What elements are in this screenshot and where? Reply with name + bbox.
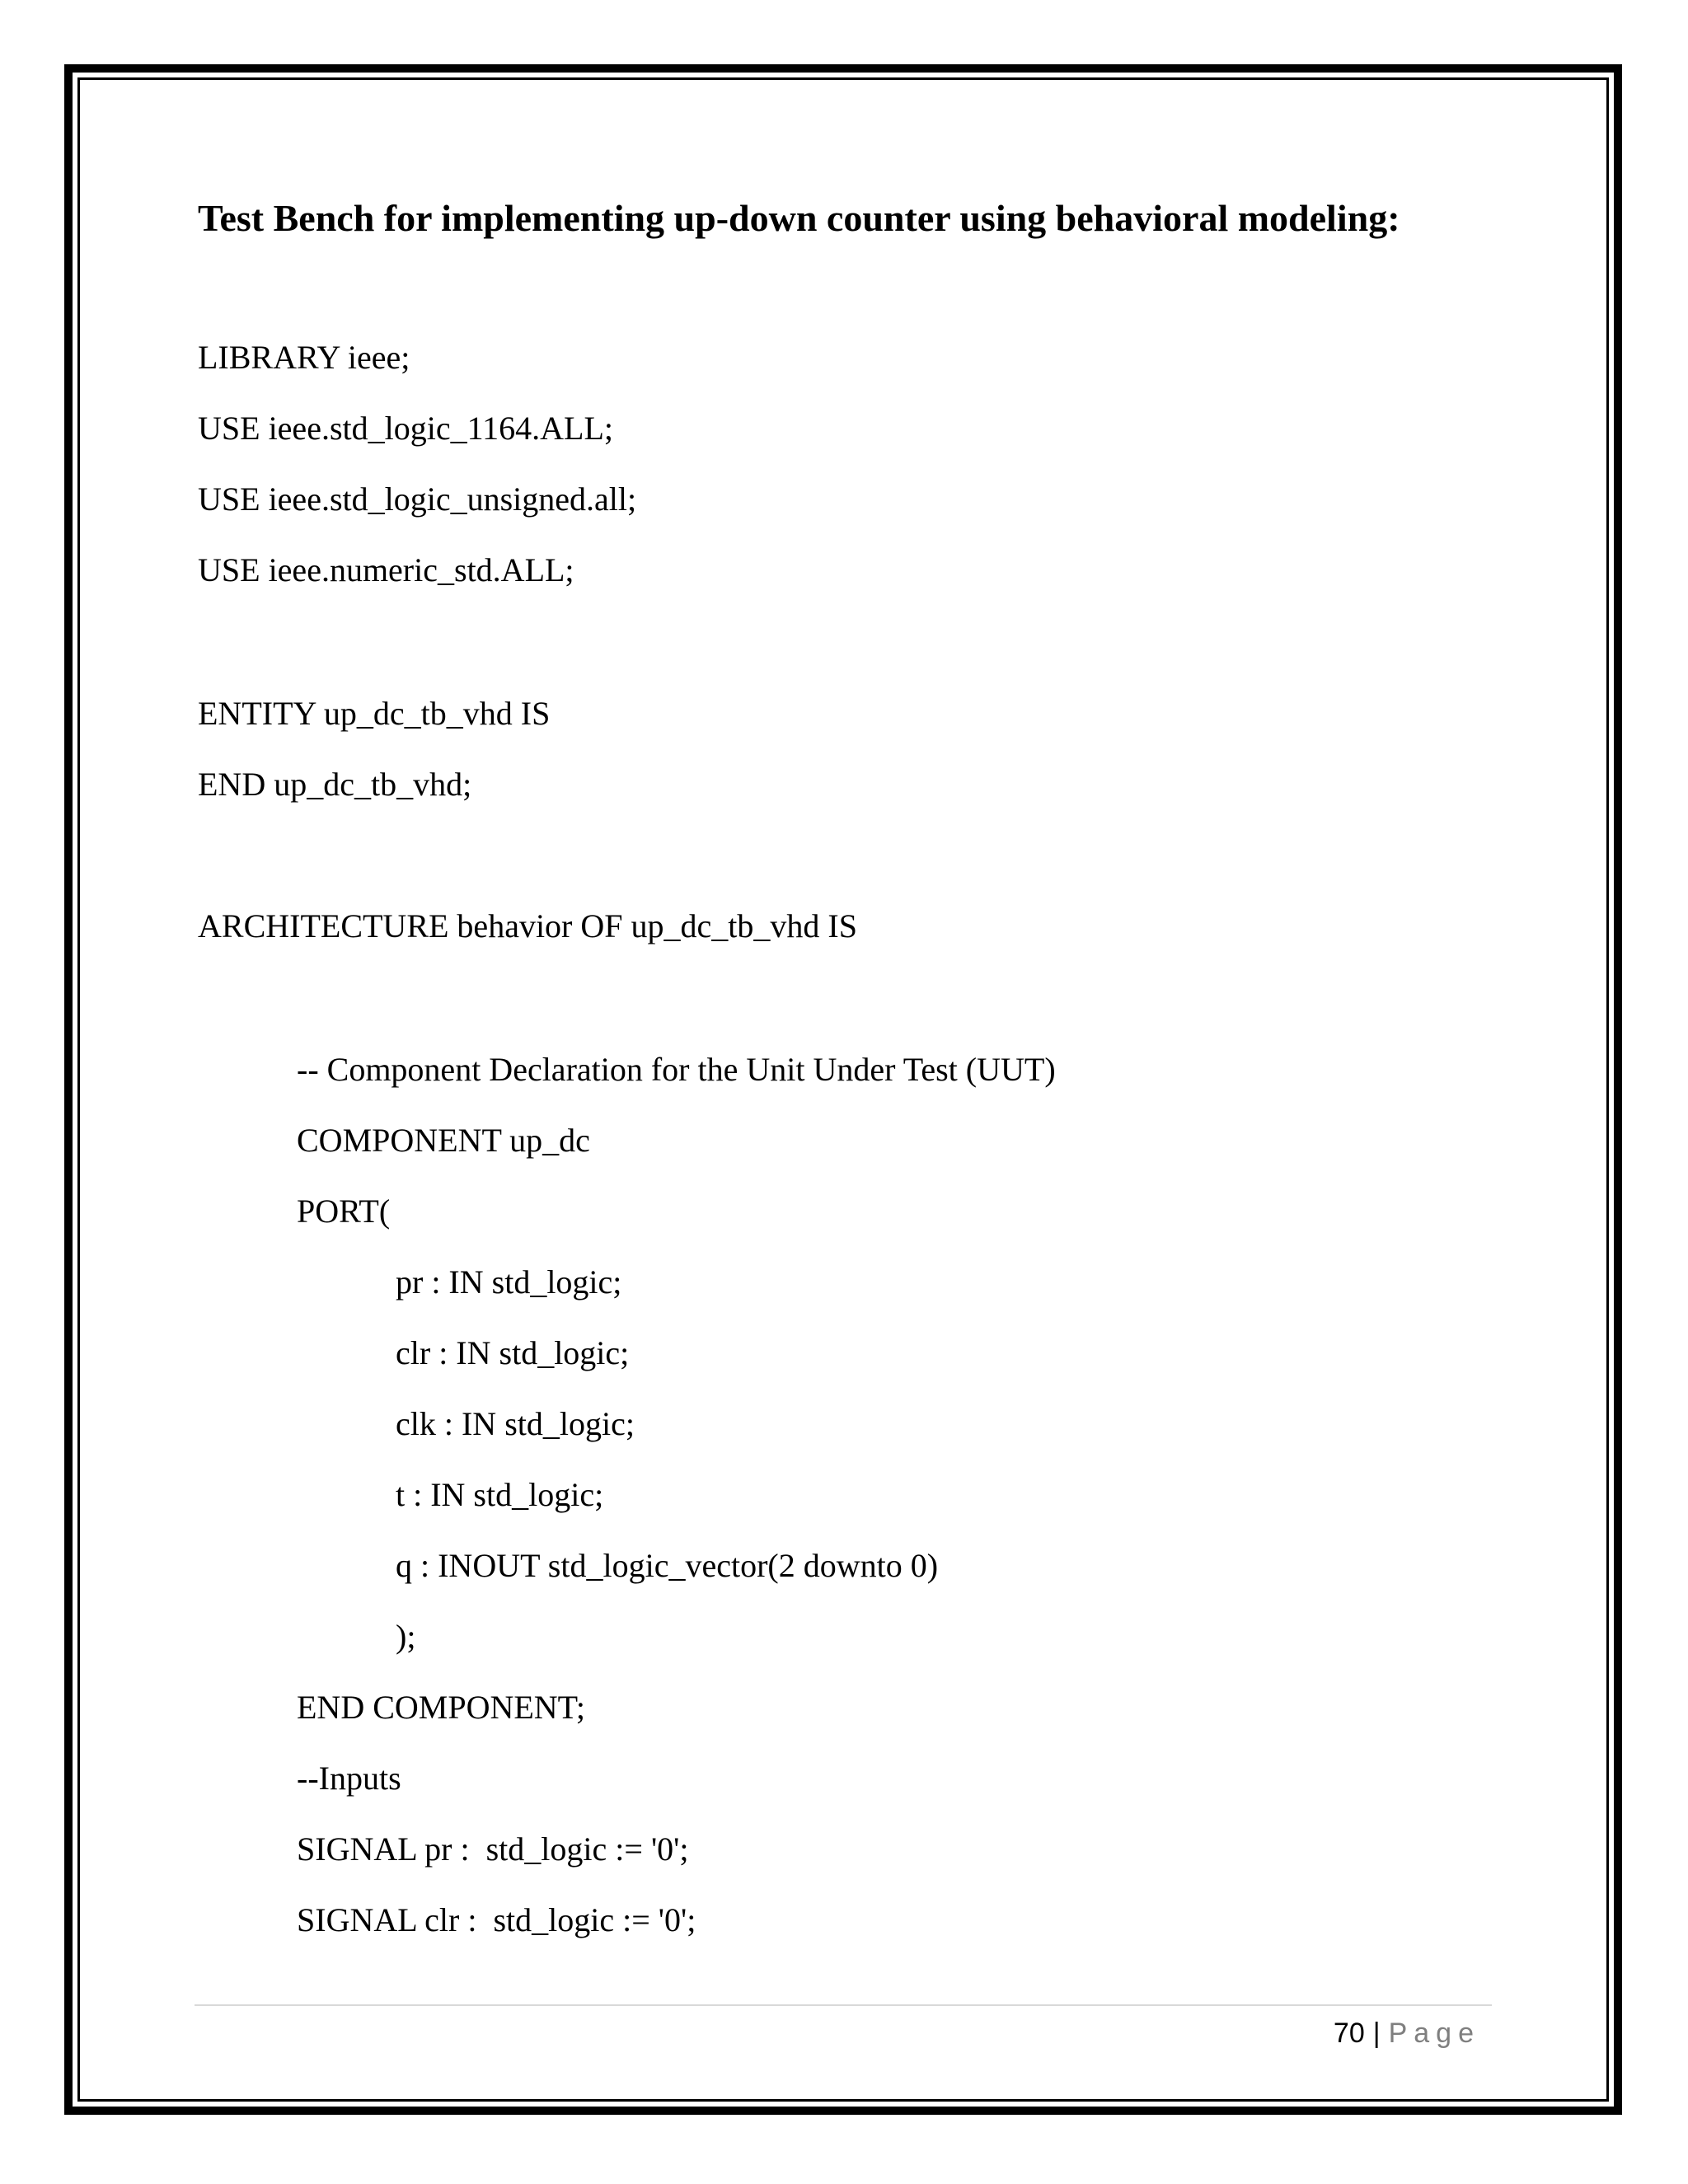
section-title: Test Bench for implementing up-down counter using behavioral modeling:: [198, 197, 1400, 239]
code-line: );: [396, 1618, 416, 1655]
code-line: pr : IN std_logic;: [396, 1263, 622, 1301]
code-line: END up_dc_tb_vhd;: [198, 766, 472, 803]
code-line: t : IN std_logic;: [396, 1476, 604, 1513]
code-line: -- Component Declaration for the Unit Under Test (UUT): [297, 1051, 1056, 1088]
code-line: SIGNAL pr : std_logic := '0';: [297, 1830, 689, 1868]
page-footer: [1334, 2018, 1480, 2050]
code-line: clr : IN std_logic;: [396, 1334, 630, 1371]
code-line: SIGNAL clr : std_logic := '0';: [297, 1901, 696, 1938]
code-line: LIBRARY ieee;: [198, 339, 410, 376]
code-line: END COMPONENT;: [297, 1689, 586, 1726]
code-line: --Inputs: [297, 1760, 401, 1797]
code-line: USE ieee.std_logic_unsigned.all;: [198, 480, 637, 518]
footer-separator: |: [1372, 2018, 1381, 2049]
code-line: q : INOUT std_logic_vector(2 downto 0): [396, 1547, 939, 1584]
code-line: COMPONENT up_dc: [297, 1122, 590, 1159]
code-line: clk : IN std_logic;: [396, 1405, 635, 1442]
footer-divider: [195, 2004, 1492, 2006]
page-number: 70: [1333, 2018, 1365, 2049]
code-line: USE ieee.numeric_std.ALL;: [198, 551, 574, 588]
code-line: ENTITY up_dc_tb_vhd IS: [198, 695, 551, 732]
page-label: Page: [1388, 2018, 1480, 2049]
code-line: PORT(: [297, 1193, 391, 1230]
page-border-inner: [77, 77, 1609, 2102]
code-line: USE ieee.std_logic_1164.ALL;: [198, 410, 613, 447]
code-line: ARCHITECTURE behavior OF up_dc_tb_vhd IS: [198, 907, 857, 944]
